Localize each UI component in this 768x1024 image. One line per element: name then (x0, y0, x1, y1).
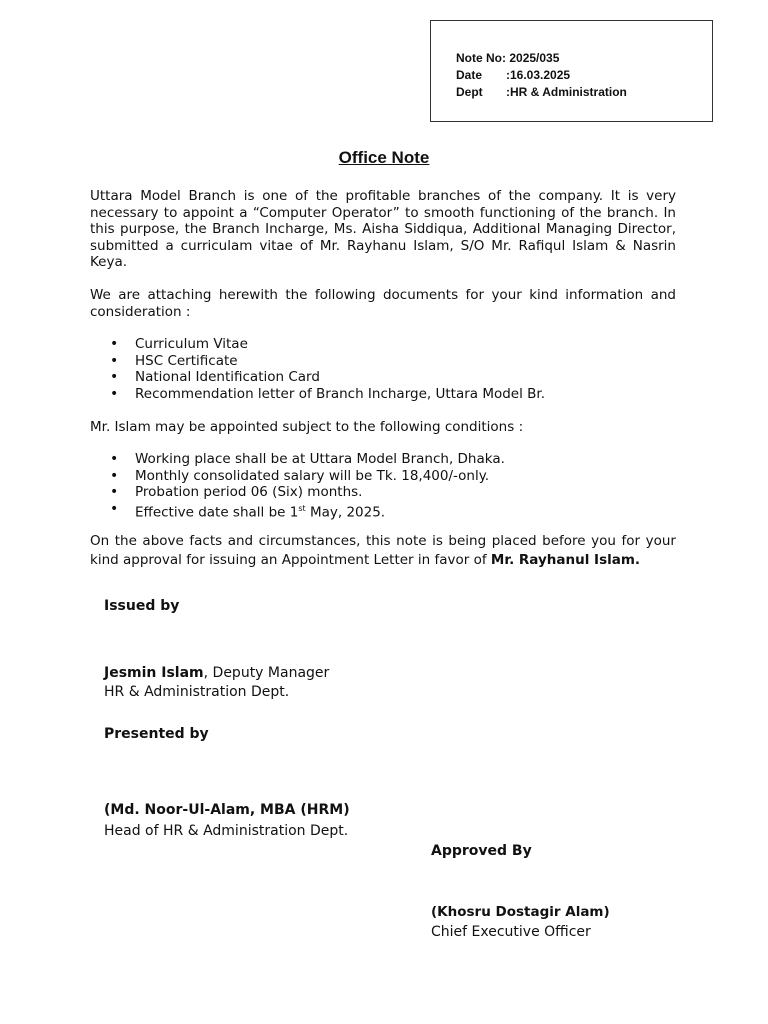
approved-by-heading: Approved By (431, 843, 532, 859)
note-number-label: Note No: (456, 51, 506, 65)
note-dept-value: :HR & Administration (506, 85, 627, 99)
bullet-icon: • (110, 484, 119, 500)
note-number-value: 2025/035 (509, 51, 560, 65)
list-item: • National Identification Card (110, 369, 320, 385)
note-info-box (430, 20, 713, 122)
note-date-value: :16.03.2025 (506, 68, 571, 82)
note-dept-label: Dept (456, 85, 483, 99)
bullet-icon: • (110, 352, 119, 369)
list-item: • HSC Certificate (110, 352, 238, 369)
intro-paragraph: Uttara Model Branch is one of the profitable branches of the company. It is very necessary to appoint a “Computer Operator” to smooth functioning of the branch. In this purpose, the Branch Incharge, Ms. Aisha Siddiqua, Additional Managing Director, submitted a curriculam vitae of Mr. Rayhanu Islam, S/O Mr. Rafiqul Islam & Nasrin Keya. (90, 188, 676, 270)
approver-name: (Khosru Dostagir Alam) (431, 904, 610, 920)
note-date-label: Date (456, 68, 483, 82)
bullet-icon: • (110, 385, 119, 402)
bullet-icon: • (110, 369, 119, 385)
issuer-name: Jesmin Islam (104, 665, 204, 681)
list-item: • Working place shall be at Uttara Model Branch, Dhaka. (110, 451, 505, 467)
attachment-paragraph: We are attaching herewith the following documents for your kind information and consideration : (90, 287, 676, 320)
list-item: • Curriculum Vitae (110, 336, 248, 352)
page-title: Office Note (338, 148, 430, 167)
issued-by-heading: Issued by (104, 598, 180, 614)
bullet-icon: • (110, 500, 119, 517)
conditions-list (90, 451, 676, 521)
presented-by-heading: Presented by (104, 726, 209, 742)
list-item: • Recommendation letter of Branch Incharge, Uttara Model Br. (110, 385, 546, 402)
bullet-icon: • (110, 336, 119, 352)
conditions-paragraph: Mr. Islam may be appointed subject to the following conditions : (90, 419, 524, 435)
closing-paragraph: On the above facts and circumstances, this note is being placed before you for your kind approval for issuing an Appointment Letter in favor of Mr. Rayhanul Islam. (90, 533, 676, 568)
approver-role: Chief Executive Officer (431, 924, 591, 940)
issuer-dept: HR & Administration Dept. (104, 684, 290, 700)
bullet-icon: • (110, 451, 119, 467)
note-dept-line (456, 85, 627, 99)
issuer-line (104, 664, 329, 683)
documents-list (90, 336, 676, 402)
note-date-line (456, 68, 570, 82)
candidate-name: Mr. Rayhanul Islam. (490, 552, 641, 568)
presenter-role: Head of HR & Administration Dept. (104, 823, 349, 839)
bullet-icon: • (110, 467, 119, 484)
list-item: • Monthly consolidated salary will be Tk. 18,400/-only. (110, 467, 490, 484)
list-item: • Effective date shall be 1st May, 2025. (110, 500, 386, 520)
presenter-name: (Md. Noor-Ul-Alam, MBA (HRM) (104, 802, 350, 818)
note-number-line (456, 51, 559, 65)
issuer-role: , Deputy Manager (203, 665, 330, 681)
list-item: • Probation period 06 (Six) months. (110, 484, 363, 500)
